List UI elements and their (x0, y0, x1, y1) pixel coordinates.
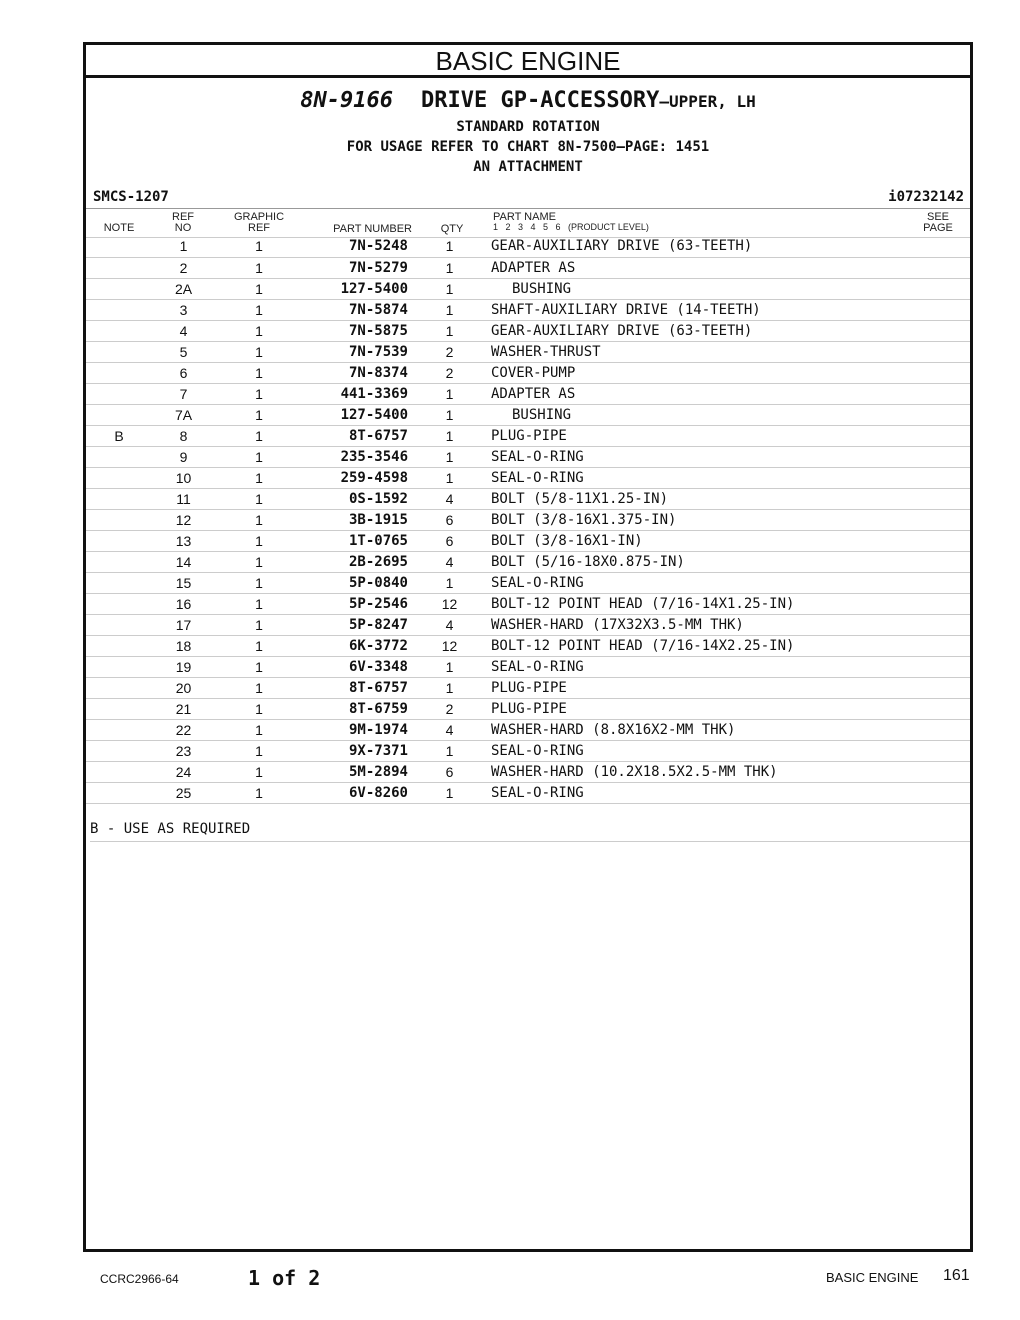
row-part-name: BUSHING (491, 278, 910, 299)
row-qty: 2 (408, 698, 491, 719)
table-row (86, 257, 970, 278)
row-note (86, 299, 152, 320)
col-part-name: PART NAME (493, 211, 556, 223)
document-id: CCRC2966-64 (100, 1272, 179, 1286)
col-ref-no-bottom: NO (174, 222, 192, 234)
table-row (86, 446, 970, 467)
row-note (86, 341, 152, 362)
row-graphic-ref: 1 (215, 698, 303, 719)
row-qty: 1 (408, 320, 491, 341)
row-ref-no: 20 (152, 677, 215, 698)
smcs-code: SMCS-1207 (93, 189, 169, 205)
row-ref-no: 4 (152, 320, 215, 341)
table-row (86, 383, 970, 404)
row-graphic-ref: 1 (215, 488, 303, 509)
row-see-page (910, 236, 970, 257)
row-qty: 2 (408, 362, 491, 383)
row-see-page (910, 761, 970, 782)
row-part-name: COVER-PUMP (491, 362, 910, 383)
table-row (86, 320, 970, 341)
row-ref-no: 17 (152, 614, 215, 635)
row-note (86, 572, 152, 593)
group-subtitle-usage: FOR USAGE REFER TO CHART 8N-7500—PAGE: 1451 (346, 139, 710, 155)
row-qty: 1 (408, 782, 491, 803)
row-see-page (910, 719, 970, 740)
row-part-name: BOLT-12 POINT HEAD (7/16-14X1.25-IN) (491, 593, 910, 614)
row-graphic-ref: 1 (215, 761, 303, 782)
row-note (86, 719, 152, 740)
row-see-page (910, 698, 970, 719)
col-graphic-ref-top: GRAPHIC (233, 211, 285, 223)
row-part-number: 127-5400 (303, 278, 408, 299)
row-ref-no: 15 (152, 572, 215, 593)
group-subtitle-attachment: AN ATTACHMENT (473, 159, 583, 175)
row-see-page (910, 677, 970, 698)
row-part-number: 7N-5248 (303, 236, 408, 257)
footnote: B - USE AS REQUIRED (90, 819, 970, 842)
row-ref-no: 22 (152, 719, 215, 740)
row-see-page (910, 341, 970, 362)
table-row (86, 341, 970, 362)
col-see-page-bottom: PAGE (923, 222, 953, 234)
section-title: BASIC ENGINE (86, 45, 970, 78)
row-qty: 1 (408, 677, 491, 698)
row-see-page (910, 362, 970, 383)
row-note (86, 236, 152, 257)
row-part-name: SEAL-O-RING (491, 572, 910, 593)
row-part-number: 6V-8260 (303, 782, 408, 803)
row-note (86, 761, 152, 782)
col-note: NOTE (103, 222, 135, 234)
row-part-name: SHAFT-AUXILIARY DRIVE (14-TEETH) (491, 299, 910, 320)
row-note (86, 446, 152, 467)
row-qty: 1 (408, 404, 491, 425)
row-part-name: WASHER-THRUST (491, 341, 910, 362)
row-note (86, 656, 152, 677)
row-note (86, 362, 152, 383)
row-see-page (910, 740, 970, 761)
row-see-page (910, 530, 970, 551)
row-graphic-ref: 1 (215, 677, 303, 698)
row-note (86, 467, 152, 488)
row-part-name: BOLT (5/16-18X0.875-IN) (491, 551, 910, 572)
row-qty: 6 (408, 509, 491, 530)
row-part-number: 7N-5279 (303, 257, 408, 278)
row-part-name: SEAL-O-RING (491, 446, 910, 467)
row-see-page (910, 614, 970, 635)
table-row (86, 656, 970, 677)
row-qty: 2 (408, 341, 491, 362)
row-ref-no: 12 (152, 509, 215, 530)
row-part-name: BOLT (3/8-16X1-IN) (491, 530, 910, 551)
row-part-number: 8T-6759 (303, 698, 408, 719)
row-see-page (910, 320, 970, 341)
col-see-page-top: SEE (926, 211, 949, 223)
table-row (86, 299, 970, 320)
row-note (86, 509, 152, 530)
row-qty: 6 (408, 761, 491, 782)
group-part-number: 8N-9166 (300, 88, 393, 113)
row-see-page (910, 425, 970, 446)
row-see-page (910, 299, 970, 320)
row-part-name: WASHER-HARD (17X32X3.5-MM THK) (491, 614, 910, 635)
col-qty: QTY (440, 223, 464, 235)
row-note (86, 488, 152, 509)
row-part-number: 8T-6757 (303, 677, 408, 698)
table-row (86, 425, 970, 446)
row-qty: 1 (408, 572, 491, 593)
row-graphic-ref: 1 (215, 782, 303, 803)
row-ref-no: 9 (152, 446, 215, 467)
row-part-name: WASHER-HARD (10.2X18.5X2.5-MM THK) (491, 761, 910, 782)
row-part-name: BUSHING (491, 404, 910, 425)
row-part-number: 8T-6757 (303, 425, 408, 446)
row-note (86, 320, 152, 341)
row-part-number: 5P-2546 (303, 593, 408, 614)
row-part-number: 9M-1974 (303, 719, 408, 740)
row-graphic-ref: 1 (215, 362, 303, 383)
row-part-name: SEAL-O-RING (491, 782, 910, 803)
row-see-page (910, 572, 970, 593)
column-header (86, 208, 970, 238)
row-part-number: 7N-5874 (303, 299, 408, 320)
row-graphic-ref: 1 (215, 593, 303, 614)
table-row (86, 572, 970, 593)
row-part-number: 127-5400 (303, 404, 408, 425)
row-ref-no: 3 (152, 299, 215, 320)
row-graphic-ref: 1 (215, 530, 303, 551)
table-row (86, 551, 970, 572)
group-subtitle-rotation: STANDARD ROTATION (456, 119, 600, 135)
table-row (86, 635, 970, 656)
row-part-number: 5P-0840 (303, 572, 408, 593)
row-graphic-ref: 1 (215, 635, 303, 656)
row-note (86, 740, 152, 761)
col-part-number: PART NUMBER (333, 223, 412, 235)
row-qty: 1 (408, 299, 491, 320)
row-ref-no: 2 (152, 257, 215, 278)
table-row (86, 236, 970, 257)
row-graphic-ref: 1 (215, 299, 303, 320)
row-note: B (86, 425, 152, 446)
col-product-level: 1 2 3 4 5 6 (PRODUCT LEVEL) (493, 222, 649, 232)
table-row (86, 530, 970, 551)
row-qty: 4 (408, 551, 491, 572)
row-part-name: BOLT (3/8-16X1.375-IN) (491, 509, 910, 530)
row-note (86, 614, 152, 635)
smcs-row (93, 186, 964, 208)
row-see-page (910, 446, 970, 467)
row-note (86, 383, 152, 404)
row-see-page (910, 278, 970, 299)
row-part-name: ADAPTER AS (491, 383, 910, 404)
parts-page-frame (83, 42, 973, 1252)
row-part-number: 2B-2695 (303, 551, 408, 572)
row-note (86, 698, 152, 719)
row-graphic-ref: 1 (215, 257, 303, 278)
row-note (86, 257, 152, 278)
row-ref-no: 18 (152, 635, 215, 656)
row-ref-no: 6 (152, 362, 215, 383)
col-graphic-ref-bottom: REF (248, 222, 270, 234)
row-part-number: 6K-3772 (303, 635, 408, 656)
row-note (86, 278, 152, 299)
table-row (86, 278, 970, 299)
row-part-name: WASHER-HARD (8.8X16X2-MM THK) (491, 719, 910, 740)
row-see-page (910, 404, 970, 425)
row-ref-no: 16 (152, 593, 215, 614)
row-part-name: GEAR-AUXILIARY DRIVE (63-TEETH) (491, 320, 910, 341)
row-see-page (910, 488, 970, 509)
parts-table (86, 236, 970, 804)
table-row (86, 761, 970, 782)
row-graphic-ref: 1 (215, 383, 303, 404)
row-part-number: 7N-7539 (303, 341, 408, 362)
row-part-number: 9X-7371 (303, 740, 408, 761)
row-see-page (910, 509, 970, 530)
row-part-name: PLUG-PIPE (491, 698, 910, 719)
table-row (86, 614, 970, 635)
row-qty: 1 (408, 278, 491, 299)
table-row (86, 488, 970, 509)
row-qty: 4 (408, 488, 491, 509)
col-ref-no-top: REF (172, 211, 194, 223)
group-title (86, 86, 970, 117)
row-part-number: 5M-2894 (303, 761, 408, 782)
row-ref-no: 21 (152, 698, 215, 719)
row-part-number: 7N-5875 (303, 320, 408, 341)
row-graphic-ref: 1 (215, 320, 303, 341)
row-note (86, 635, 152, 656)
row-graphic-ref: 1 (215, 572, 303, 593)
table-row (86, 467, 970, 488)
row-part-number: 235-3546 (303, 446, 408, 467)
row-qty: 1 (408, 257, 491, 278)
row-qty: 6 (408, 530, 491, 551)
row-part-name: SEAL-O-RING (491, 656, 910, 677)
table-row (86, 509, 970, 530)
row-graphic-ref: 1 (215, 404, 303, 425)
row-ref-no: 19 (152, 656, 215, 677)
row-part-name: ADAPTER AS (491, 257, 910, 278)
page-footer (0, 1262, 1020, 1292)
row-qty: 1 (408, 656, 491, 677)
row-part-number: 1T-0765 (303, 530, 408, 551)
row-graphic-ref: 1 (215, 509, 303, 530)
row-part-number: 3B-1915 (303, 509, 408, 530)
row-ref-no: 25 (152, 782, 215, 803)
group-header (86, 86, 970, 177)
row-part-number: 259-4598 (303, 467, 408, 488)
row-ref-no: 8 (152, 425, 215, 446)
table-row (86, 740, 970, 761)
row-part-name: PLUG-PIPE (491, 677, 910, 698)
row-part-number: 0S-1592 (303, 488, 408, 509)
row-ref-no: 1 (152, 236, 215, 257)
row-part-number: 5P-8247 (303, 614, 408, 635)
row-part-number: 441-3369 (303, 383, 408, 404)
row-graphic-ref: 1 (215, 425, 303, 446)
row-see-page (910, 383, 970, 404)
row-qty: 4 (408, 719, 491, 740)
row-note (86, 593, 152, 614)
row-qty: 1 (408, 446, 491, 467)
table-row (86, 593, 970, 614)
row-graphic-ref: 1 (215, 551, 303, 572)
row-graphic-ref: 1 (215, 656, 303, 677)
row-see-page (910, 551, 970, 572)
row-qty: 1 (408, 467, 491, 488)
group-name-suffix: —UPPER, LH (659, 92, 756, 111)
row-qty: 12 (408, 593, 491, 614)
row-qty: 4 (408, 614, 491, 635)
table-row (86, 698, 970, 719)
row-part-name: GEAR-AUXILIARY DRIVE (63-TEETH) (491, 236, 910, 257)
row-graphic-ref: 1 (215, 446, 303, 467)
row-note (86, 551, 152, 572)
row-part-name: SEAL-O-RING (491, 467, 910, 488)
row-qty: 12 (408, 635, 491, 656)
row-part-number: 6V-3348 (303, 656, 408, 677)
row-see-page (910, 593, 970, 614)
table-row (86, 782, 970, 803)
row-graphic-ref: 1 (215, 236, 303, 257)
table-row (86, 719, 970, 740)
page-of: 1 of 2 (248, 1266, 321, 1290)
row-ref-no: 5 (152, 341, 215, 362)
row-qty: 1 (408, 425, 491, 446)
row-graphic-ref: 1 (215, 341, 303, 362)
row-part-name: BOLT (5/8-11X1.25-IN) (491, 488, 910, 509)
table-row (86, 404, 970, 425)
row-ref-no: 10 (152, 467, 215, 488)
row-graphic-ref: 1 (215, 467, 303, 488)
row-ref-no: 11 (152, 488, 215, 509)
row-note (86, 530, 152, 551)
row-ref-no: 23 (152, 740, 215, 761)
row-qty: 1 (408, 236, 491, 257)
row-see-page (910, 782, 970, 803)
group-name: DRIVE GP-ACCESSORY (420, 88, 660, 113)
row-part-number: 7N-8374 (303, 362, 408, 383)
row-graphic-ref: 1 (215, 278, 303, 299)
row-part-name: SEAL-O-RING (491, 740, 910, 761)
row-note (86, 404, 152, 425)
footer-section: BASIC ENGINE (826, 1270, 919, 1285)
row-ref-no: 24 (152, 761, 215, 782)
row-see-page (910, 635, 970, 656)
row-see-page (910, 257, 970, 278)
row-see-page (910, 656, 970, 677)
table-row (86, 362, 970, 383)
row-note (86, 782, 152, 803)
row-ref-no: 14 (152, 551, 215, 572)
row-part-name: PLUG-PIPE (491, 425, 910, 446)
row-ref-no: 7 (152, 383, 215, 404)
row-qty: 1 (408, 383, 491, 404)
table-row (86, 677, 970, 698)
row-see-page (910, 467, 970, 488)
row-note (86, 677, 152, 698)
row-ref-no: 7A (152, 404, 215, 425)
page-number: 161 (943, 1267, 970, 1284)
row-ref-no: 13 (152, 530, 215, 551)
row-graphic-ref: 1 (215, 740, 303, 761)
row-graphic-ref: 1 (215, 614, 303, 635)
row-qty: 1 (408, 740, 491, 761)
row-graphic-ref: 1 (215, 719, 303, 740)
row-ref-no: 2A (152, 278, 215, 299)
row-part-name: BOLT-12 POINT HEAD (7/16-14X2.25-IN) (491, 635, 910, 656)
illustration-id: i07232142 (888, 189, 964, 205)
